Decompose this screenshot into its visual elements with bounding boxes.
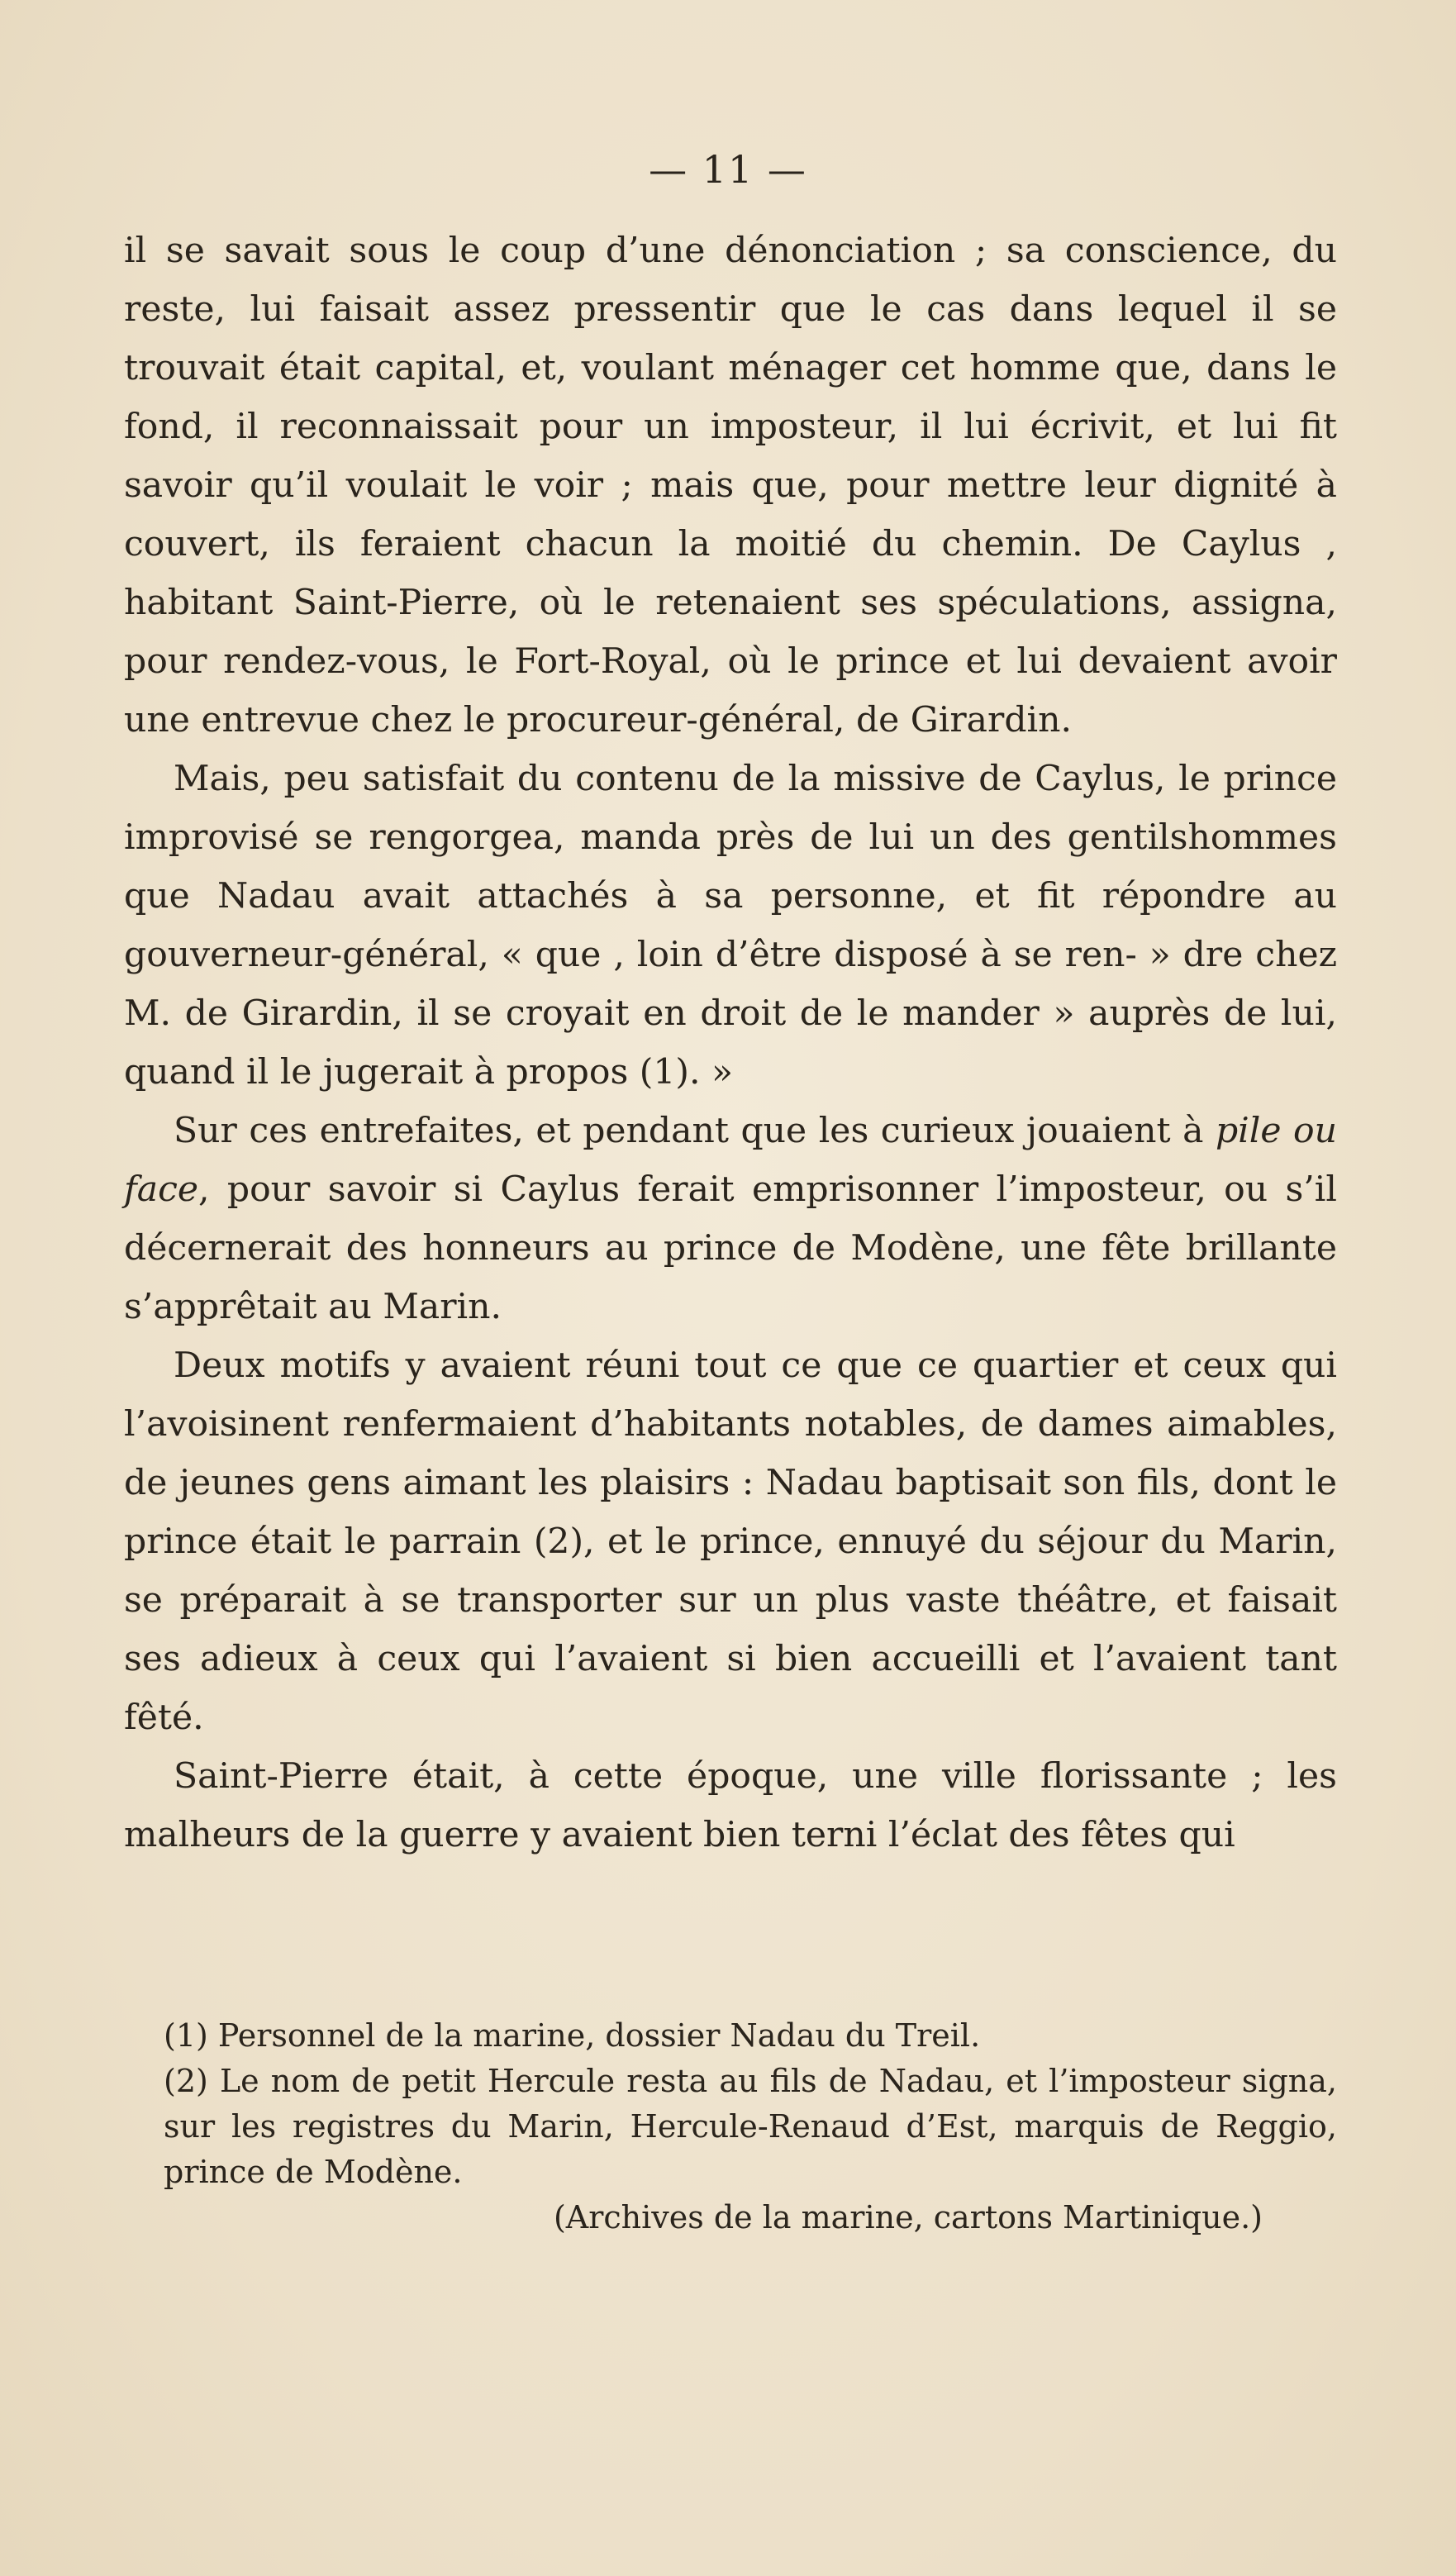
paragraph-3-text-b: , pour savoir si Caylus ferait emprisonner l’imposteur, ou s’il décernerait des honneurs au prince de Modène, une fête brillante s’apprêtait au Marin. [124,1169,1337,1327]
paragraph-3 [124,1102,1337,1336]
paragraph-3-text-a: Sur ces entrefaites, et pendant que les curieux jouaient à [174,1111,1216,1151]
body-text [124,221,1337,1864]
paragraph-5: Saint-Pierre était, à cette époque, une ville florissante ; les malheurs de la guerre y avaient bien terni l’éclat des fêtes qui [124,1756,1337,1855]
footnote-2: (2) Le nom de petit Hercule resta au fils de Nadau, et l’imposteur signa, sur les registres du Marin, Hercule-Renaud d’Est, marquis de Reggio, prince de Modène. [164,2063,1337,2190]
paragraph-4: Deux motifs y avaient réuni tout ce que ce quartier et ceux qui l’avoisinent renfermaient d’habitants notables, de dames aimables, de jeunes gens aimant les plaisirs : Nadau baptisait son fils, dont le prince était le parrain (2), et le prince, ennuyé du séjour du Marin, se préparait à se transporter sur un plus vaste théâtre, et faisait ses adieux à ceux qui l’avaient si bien accueilli et l’avaient tant fêté. [124,1345,1337,1738]
footnote-1: (1) Personnel de la marine, dossier Nadau du Treil. [164,2017,981,2054]
paragraph-1: il se savait sous le coup d’une dénonciation ; sa conscience, du reste, lui faisait assez pressentir que le cas dans lequel il se trouvait était capital, et, voulant ménager cet homme que, dans le fond, il reconnaissait pour un imposteur, il lui écrivit, et lui fit savoir qu’il voulait le voir ; mais que, pour mettre leur dignité à couvert, ils feraient chacun la moitié du chemin. De Caylus , habitant Saint-Pierre, où le retenaient ses spéculations, assigna, pour rendez-vous, le Fort-Royal, où le prince et lui devaient avoir une entrevue chez le procureur-général, de Girardin. [124,231,1337,740]
page-number: — 11 — [649,147,807,192]
paragraph-2: Mais, peu satisfait du contenu de la missive de Caylus, le prince improvisé se rengorgea, manda près de lui un des gentilshommes que Nadau avait attachés à sa personne, et fit répondre au gouverneur-général, « que , loin d’être disposé à se ren- » dre chez M. de Girardin, il se croyait en droit de le mander » auprès de lui, quand il le jugerait à propos (1). » [124,759,1337,1093]
paragraph-3-italic: pile ou face [124,1111,1337,1210]
footnotes [164,2013,1337,2240]
footnote-source: (Archives de la marine, cartons Martinique.) [553,2199,1263,2236]
